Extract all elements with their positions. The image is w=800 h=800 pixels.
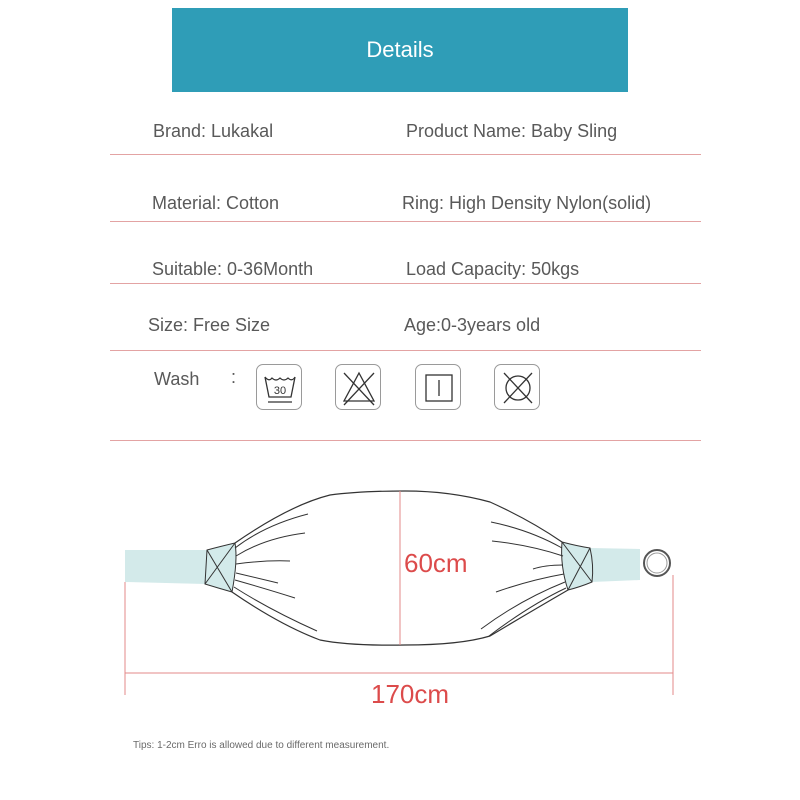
line-dry-icon (415, 364, 461, 410)
measurement-tips: Tips: 1-2cm Erro is allowed due to different measurement. (133, 740, 390, 751)
header-title: Details (366, 37, 434, 62)
wash-separator: : (231, 367, 237, 387)
suitable-spec: Suitable: 0-36Month (152, 259, 314, 279)
divider (110, 350, 701, 351)
svg-text:30: 30 (273, 385, 287, 397)
product-name-spec: Product Name: Baby Sling (406, 121, 618, 141)
wash-label: Wash (154, 369, 200, 389)
length-dimension-label: 170cm (371, 679, 450, 709)
no-tumble-dry-icon (494, 364, 540, 410)
size-spec: Size: Free Size (148, 315, 271, 335)
no-bleach-icon (335, 364, 381, 410)
sling-illustration (0, 440, 800, 720)
divider (110, 154, 701, 155)
load-capacity-spec: Load Capacity: 50kgs (406, 259, 580, 279)
material-spec: Material: Cotton (152, 193, 280, 213)
divider (110, 283, 701, 284)
height-dimension-label: 60cm (404, 548, 468, 578)
brand-spec: Brand: Lukakal (153, 121, 274, 141)
sling-size-diagram (0, 440, 800, 720)
wash-30-icon (256, 364, 302, 410)
divider (110, 221, 701, 222)
ring-spec: Ring: High Density Nylon(solid) (402, 193, 652, 213)
details-header (172, 8, 628, 92)
age-spec: Age:0-3years old (404, 315, 541, 335)
